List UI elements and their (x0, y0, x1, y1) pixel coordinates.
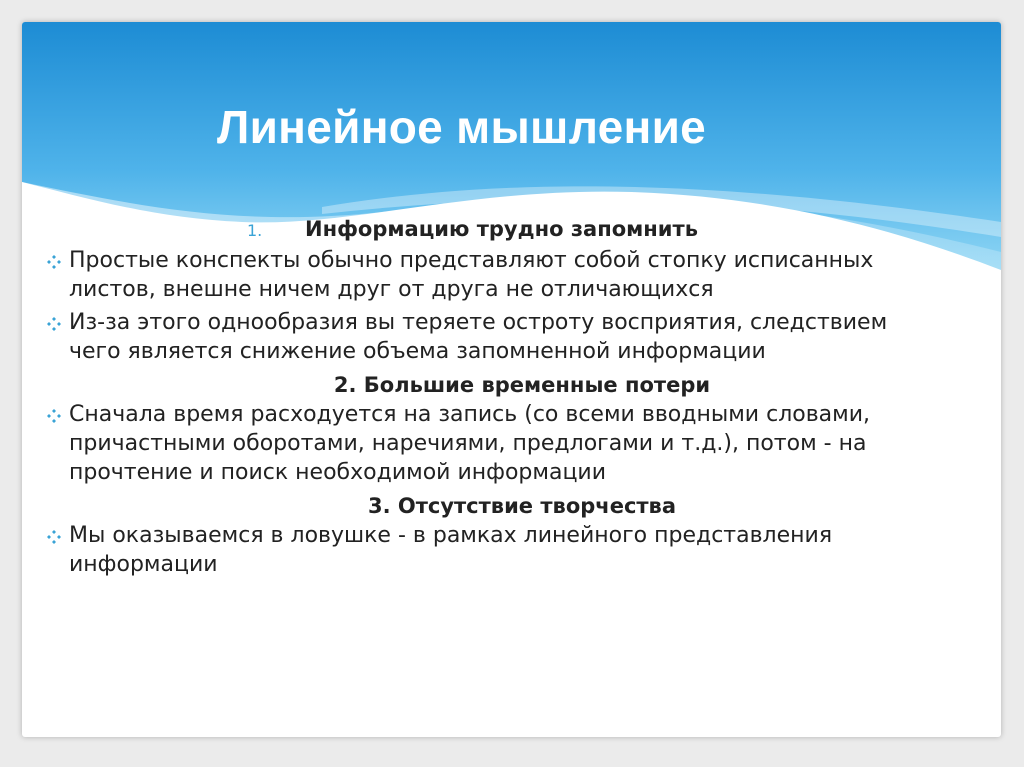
diamond-bullet-icon (46, 408, 62, 424)
diamond-bullet-icon (46, 254, 62, 270)
list-item (42, 400, 919, 487)
section-heading-3: 3. Отсутствие творчества (367, 494, 677, 518)
list-item-text: Сначала время расходуется на запись (со всеми вводными словами, причастными оборотами, наречиями, предлогами и т.д.), потом - на прочтение и поиск необходимой информации (69, 402, 871, 485)
section-heading-1 (42, 214, 942, 246)
section-heading-2: 2. Большие временные потери (333, 373, 711, 397)
list-item (42, 246, 919, 304)
list-item-text: Мы оказываемся в ловушке - в рамках линейного представления информации (69, 523, 833, 577)
list-item-text: Простые конспекты обычно представляют собой стопку исписанных листов, внешне ничем друг от друга не отличающихся (69, 248, 874, 302)
list-item (42, 521, 919, 579)
slide-title: Линейное мышление (217, 101, 707, 153)
slide (22, 22, 1001, 737)
diamond-bullet-icon (46, 529, 62, 545)
heading-text: Информацию трудно запомнить (305, 217, 698, 241)
list-item-text: Из-за этого однообразия вы теряете остроту восприятия, следствием чего является снижение объема запомненной информации (69, 310, 888, 364)
list-item (42, 308, 919, 366)
slide-body (42, 214, 942, 583)
list-number: 1. (247, 221, 263, 240)
diamond-bullet-icon (46, 316, 62, 332)
